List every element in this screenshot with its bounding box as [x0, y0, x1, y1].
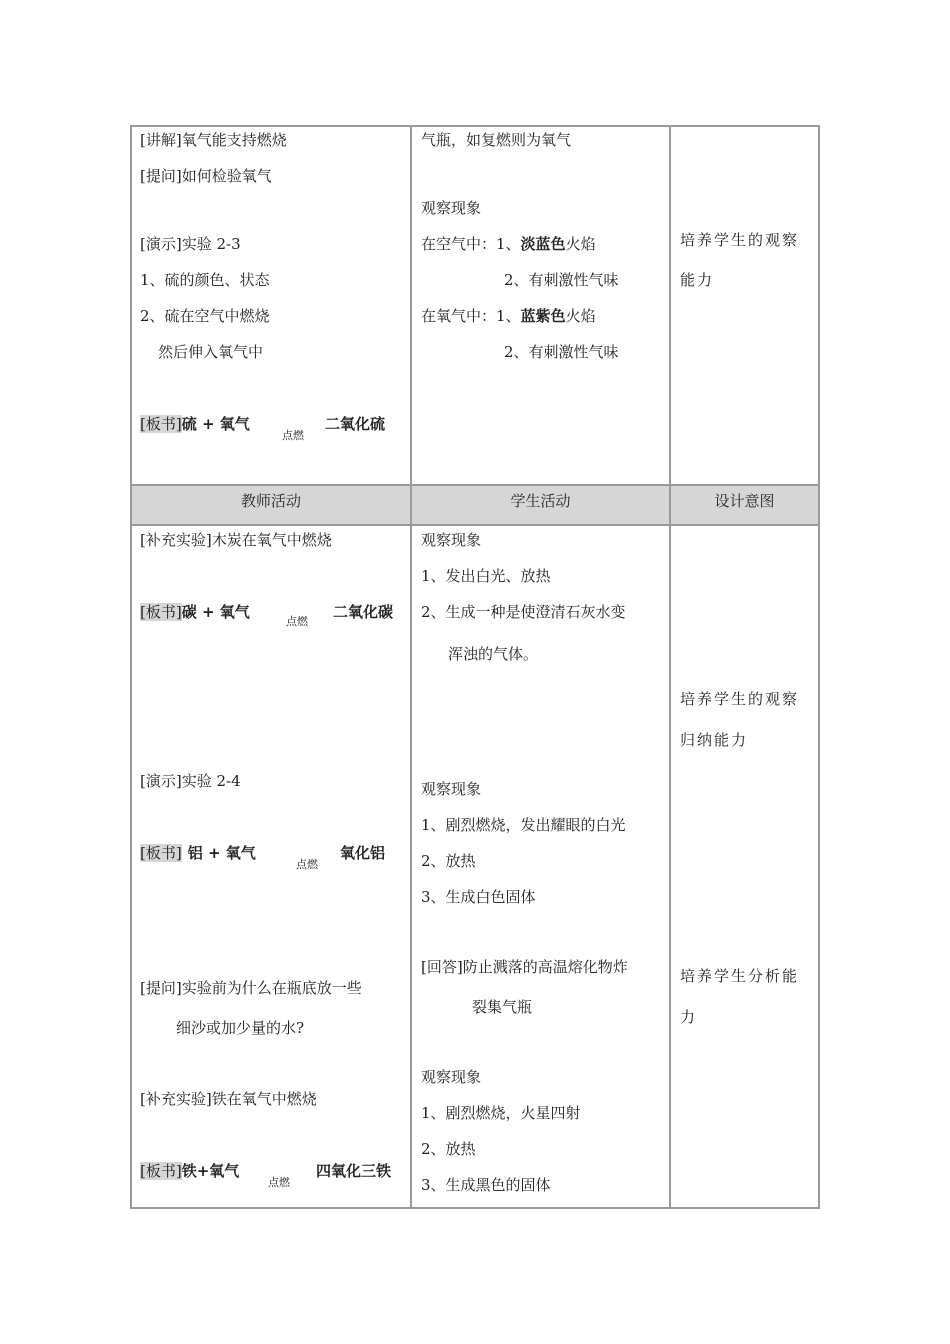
board-equation — [140, 414, 250, 434]
board-equation — [140, 1161, 239, 1181]
student-text: 1、剧烈燃烧，发出耀眼的白光 — [421, 816, 626, 834]
student-text: 观察现象 — [421, 780, 482, 798]
student-text: 3、生成白色固体 — [421, 888, 536, 906]
student-text: 1、剧烈燃烧，火星四射 — [421, 1104, 581, 1122]
intent-text: 培养学生分析能 — [680, 967, 800, 985]
flame-color: 蓝紫色 — [520, 307, 566, 325]
intent-text: 培养学生的观察 — [680, 690, 800, 708]
student-text: 3、生成黑色的固体 — [421, 1176, 551, 1194]
equation-product: 四氧化三铁 — [316, 1162, 392, 1180]
intent-text: 能力 — [680, 271, 715, 289]
reaction-condition: 点燃 — [286, 615, 308, 628]
teacher-text: [补充实验]铁在氧气中燃烧 — [140, 1090, 317, 1108]
teacher-text: [讲解]氧气能支持燃烧 — [140, 131, 287, 149]
intent-text: 力 — [680, 1008, 698, 1026]
column-divider-1 — [410, 125, 412, 1209]
teacher-text: [提问]实验前为什么在瓶底放一些 — [140, 979, 362, 997]
student-text: 2、有刺激性气味 — [504, 271, 619, 289]
board-tag: [板书] — [140, 844, 182, 862]
board-tag: [板书] — [140, 1162, 182, 1180]
teacher-text: 2、硫在空气中燃烧 — [140, 307, 270, 325]
student-text: 2、生成一种是使澄清石灰水变 — [421, 603, 626, 621]
student-text: 在空气中：1、淡蓝色火焰 — [421, 235, 596, 253]
header-teacher-activity: 教师活动 — [240, 492, 301, 510]
equation-reactants: 硫 + 氧气 — [181, 415, 250, 433]
row-divider-top — [130, 484, 820, 486]
board-tag: [板书] — [140, 603, 182, 621]
board-equation — [140, 602, 250, 622]
board-tag: [板书] — [140, 415, 182, 433]
teacher-text: 细沙或加少量的水? — [176, 1019, 305, 1037]
student-text: 2、放热 — [421, 852, 476, 870]
teacher-text: [演示]实验 2-4 — [140, 772, 241, 790]
intent-text: 培养学生的观察 — [680, 231, 800, 249]
student-text: 观察现象 — [421, 1068, 482, 1086]
reaction-condition: 点燃 — [282, 429, 304, 442]
equation-reactants: 碳 + 氧气 — [181, 603, 250, 621]
equation-product: 二氧化硫 — [325, 415, 386, 433]
header-student-activity: 学生活动 — [510, 492, 571, 510]
equation-reactants: 铝 + 氧气 — [187, 844, 256, 862]
column-divider-2 — [669, 125, 671, 1209]
row-divider-bottom — [130, 524, 820, 526]
equation-reactants: 铁+氧气 — [181, 1162, 240, 1180]
teacher-text: 1、硫的颜色、状态 — [140, 271, 270, 289]
student-text: 气瓶，如复燃则为氧气 — [421, 131, 572, 149]
equation-product: 二氧化碳 — [333, 603, 394, 621]
student-text: 观察现象 — [421, 531, 482, 549]
equation-product: 氧化铝 — [340, 844, 386, 862]
reaction-condition: 点燃 — [296, 858, 318, 871]
teacher-text: [补充实验]木炭在氧气中燃烧 — [140, 531, 332, 549]
student-text: 裂集气瓶 — [472, 998, 533, 1016]
header-design-intent: 设计意图 — [714, 492, 775, 510]
intent-text: 归纳能力 — [680, 731, 749, 749]
board-equation — [140, 843, 256, 863]
teacher-text: [提问]如何检验氧气 — [140, 167, 272, 185]
flame-color: 淡蓝色 — [520, 235, 566, 253]
student-text: 观察现象 — [421, 199, 482, 217]
student-text: 浑浊的气体。 — [448, 645, 539, 663]
student-text: [回答]防止溅落的高温熔化物炸 — [421, 958, 628, 976]
student-text: 2、有刺激性气味 — [504, 343, 619, 361]
teacher-text: 然后伸入氧气中 — [158, 343, 264, 361]
reaction-condition: 点燃 — [268, 1176, 290, 1189]
student-text: 在氧气中：1、蓝紫色火焰 — [421, 307, 596, 325]
teacher-text: [演示]实验 2-3 — [140, 235, 241, 253]
student-text: 2、放热 — [421, 1140, 476, 1158]
student-text: 1、发出白光、放热 — [421, 567, 551, 585]
